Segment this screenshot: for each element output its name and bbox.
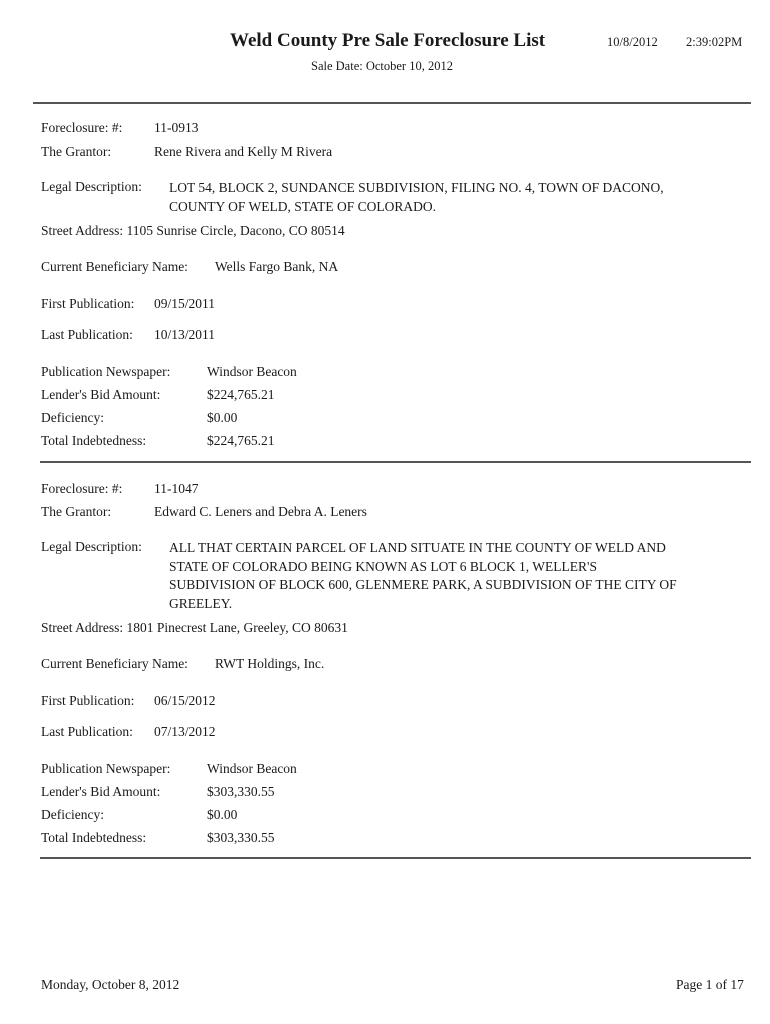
newspaper-label: Publication Newspaper:	[41, 761, 171, 776]
street-address: Street Address: 1105 Sunrise Circle, Dacono, CO 80514	[41, 223, 345, 238]
bid-label: Lender's Bid Amount:	[41, 784, 161, 799]
deficiency-label: Deficiency:	[41, 410, 104, 425]
grantor-label: The Grantor:	[41, 144, 112, 159]
legal-line: ALL THAT CERTAIN PARCEL OF LAND SITUATE IN THE COUNTY OF WELD AND	[169, 540, 666, 555]
foreclosure-number: 11-1047	[154, 481, 199, 496]
grantor-value: Edward C. Leners and Debra A. Leners	[154, 504, 367, 519]
report-time: 2:39:02PM	[686, 35, 743, 49]
total-label: Total Indebtedness:	[41, 433, 147, 448]
last-pub-label: Last Publication:	[41, 724, 133, 739]
last-pub-value: 07/13/2012	[154, 724, 216, 739]
total-label: Total Indebtedness:	[41, 830, 147, 845]
newspaper-label: Publication Newspaper:	[41, 364, 171, 379]
foreclosure-label: Foreclosure: #:	[41, 120, 123, 135]
header-divider	[33, 102, 751, 104]
beneficiary-value: RWT Holdings, Inc.	[215, 656, 325, 671]
sale-date: Sale Date: October 10, 2012	[311, 59, 453, 73]
bid-value: $303,330.55	[207, 784, 275, 799]
deficiency-value: $0.00	[207, 410, 238, 425]
street-address: Street Address: 1801 Pinecrest Lane, Greeley, CO 80631	[41, 620, 348, 635]
record-divider	[40, 461, 751, 463]
total-value: $224,765.21	[207, 433, 275, 448]
legal-line: STATE OF COLORADO BEING KNOWN AS LOT 6 BLOCK 1, WELLER'S	[169, 558, 597, 574]
record-divider	[40, 857, 751, 859]
last-pub-label: Last Publication:	[41, 327, 133, 342]
legal-description	[169, 539, 689, 613]
foreclosure-label: Foreclosure: #:	[41, 481, 123, 496]
bid-label: Lender's Bid Amount:	[41, 387, 161, 402]
legal-line: LOT 54, BLOCK 2, SUNDANCE SUBDIVISION, FILING NO. 4, TOWN OF DACONO,	[169, 180, 664, 195]
page-title: Weld County Pre Sale Foreclosure List	[230, 30, 546, 51]
first-pub-label: First Publication:	[41, 693, 135, 708]
total-value: $303,330.55	[207, 830, 275, 845]
grantor-value: Rene Rivera and Kelly M Rivera	[154, 144, 333, 159]
legal-label: Legal Description:	[41, 539, 142, 554]
legal-label: Legal Description:	[41, 179, 142, 194]
legal-description	[169, 179, 689, 216]
bid-value: $224,765.21	[207, 387, 275, 402]
newspaper-value: Windsor Beacon	[207, 761, 297, 776]
beneficiary-label: Current Beneficiary Name:	[41, 259, 188, 274]
foreclosure-number: 11-0913	[154, 120, 199, 135]
legal-line: SUBDIVISION OF BLOCK 600, GLENMERE PARK, A SUBDIVISION OF THE CITY OF	[169, 577, 677, 592]
legal-line: GREELEY.	[169, 595, 233, 611]
last-pub-value: 10/13/2011	[154, 327, 216, 342]
beneficiary-value: Wells Fargo Bank, NA	[215, 259, 339, 274]
first-pub-value: 09/15/2011	[154, 296, 216, 311]
beneficiary-label: Current Beneficiary Name:	[41, 656, 188, 671]
footer-date: Monday, October 8, 2012	[41, 977, 180, 992]
deficiency-value: $0.00	[207, 807, 238, 822]
legal-line: COUNTY OF WELD, STATE OF COLORADO.	[169, 198, 437, 214]
first-pub-value: 06/15/2012	[154, 693, 216, 708]
newspaper-value: Windsor Beacon	[207, 364, 297, 379]
page-number: Page 1 of 17	[676, 977, 744, 992]
report-date: 10/8/2012	[607, 35, 658, 49]
deficiency-label: Deficiency:	[41, 807, 104, 822]
grantor-label: The Grantor:	[41, 504, 112, 519]
first-pub-label: First Publication:	[41, 296, 135, 311]
